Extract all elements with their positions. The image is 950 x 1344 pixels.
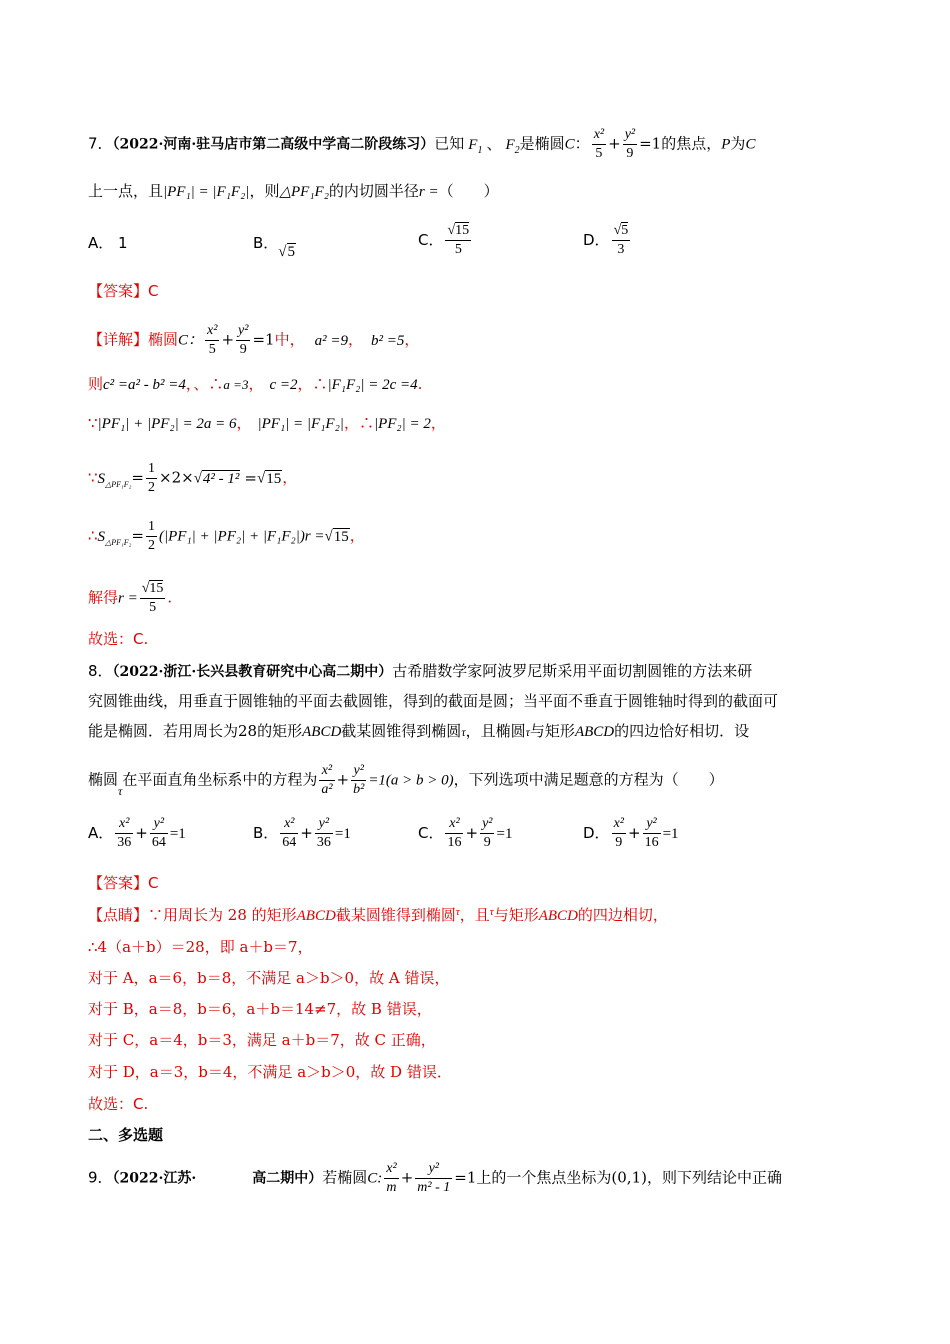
q7-frac-x: $\frac{\text{x²}}{5}$ [593,127,605,161]
q8-option-d: D． $\frac{\text{x²}}{9}$ + $\frac{\text{y²}}{16}$ =1 [583,816,679,850]
q8-hint-4: 对于 B，a＝8，b＝6，a＋b＝14≠7，故 B 错误， [88,1000,432,1018]
q7-detail-2: 则c² =a² - b² =4，、∴a =3， c =2，∴|F₁F₂| = 2c =4. [88,375,423,393]
q9-line1: 9．（2022·江苏· 高二期中）若椭圆C: $\frac{\text{x²}}{m}$ + $\frac{\text{y²}}{\text{m² - 1}}$ =1上的一个焦点坐标为(0,1)，则下列结论中正确 [88,1161,782,1195]
q8-hint-6: 对于 D，a＝3，b＝4，不满足 a＞b＞0，故 D 错误． [88,1063,452,1081]
q7-option-b: B．√5 [253,234,296,260]
section-heading: 二、多选题 [88,1126,164,1144]
q7-number: 7． [88,134,113,153]
q7-detail-4: $\because S_{\triangle PF_1F_2}=$ $\frac{1}{2}$ ×2×√4² - 1² =√15， [88,461,298,495]
q8-option-b: B． $\frac{\text{x²}}{64}$ + $\frac{\text{y²}}{36}$ =1 [253,816,351,850]
q7-option-d: D． $\frac{√5}{3}$ [583,223,629,257]
q8-hint-2: ∴4（a＋b）＝28，即 a＋b＝7， [88,938,313,956]
q8-option-a: A． $\frac{\text{x²}}{36}$ + $\frac{\text{y²}}{64}$ =1 [88,816,186,850]
q7-frac-y: $\frac{\text{y²}}{9}$ [624,127,636,161]
q8-hint-3: 对于 A，a＝6，b＝8，不满足 a＞b＞0，故 A 错误， [88,969,450,987]
q8-line4: 椭圆$_\tau$在平面直角坐标系中的方程为 $\frac{\text{x²}}{\text{a²}}$ + $\frac{\text{y²}}{\text{b²}}$ =1(a > b > 0)，下列选项中满足题意的方程为（ ） [88,763,724,798]
q7-source: （2022·河南·驻马店市第二高级中学高二阶段练习） [112,136,435,153]
q8-hint-1: 【点睛】∵用周长为 28 的矩形ABCD截某圆锥得到椭圆$^\tau$，且$^\tau$与矩形ABCD的四边相切， [88,906,668,924]
q7-detail-3: ∵|PF₁| + |PF₂| = 2a = 6， |PF₁| = |F₁F₂|，∴|PF₂| = 2， [88,414,446,432]
q7-detail-6: 解得r = $\frac{√15}{5}$ . [88,581,173,615]
q7-final: 故选：C. [88,630,149,648]
q7-line1: 7．（2022·河南·驻马店市第二高级中学高二阶段练习）已知 $F_1$ 、 $F_2$是椭圆C： $\frac{\text{x²}}{5}$ + $\frac{\text{y²}}{9}$ =1的焦点，P为C [88,127,756,161]
q8-line1: 8．（2022·浙江·长兴县教育研究中心高二期中）古希腊数学家阿波罗尼斯采用平面切割圆锥的方法来研 [88,662,753,680]
q8-final: 故选：C. [88,1095,149,1113]
q8-line2: 究圆锥曲线，用垂直于圆锥轴的平面去截圆锥，得到的截面是圆；当平面不垂直于圆锥轴时得到的截面可 [88,692,779,710]
q7-detail-5: $\therefore S_{\triangle PF_1F_2}=$ $\frac{1}{2}$ (|PF₁| + |PF₂| + |F₁F₂|)r =√15， [88,519,365,553]
q7-answer: 【答案】C [88,282,159,300]
q8-answer: 【答案】C [88,874,159,892]
q7-option-c: C． $\frac{√15}{5}$ [418,223,470,257]
q7-option-a: A． 1 [88,234,128,252]
q7-line2: 上一点，且|PF₁| = |F₁F₂|，则△PF₁F₂的内切圆半径r =（ ） [88,182,499,200]
q8-line3: 能是椭圆．若用周长为28的矩形ABCD截某圆锥得到椭圆τ，且椭圆τ与矩形ABCD的四边恰好相切．设 [88,722,750,740]
q8-hint-5: 对于 C，a＝4，b＝3，满足 a＋b＝7，故 C 正确， [88,1031,436,1049]
q8-option-c: C． $\frac{\text{x²}}{16}$ + $\frac{\text{y²}}{9}$ =1 [418,816,513,850]
q7-detail-1: 【详解】椭圆C： $\frac{\text{x²}}{5}$ + $\frac{\text{y²}}{9}$ =1中， a² =9， b² =5， [88,323,420,357]
